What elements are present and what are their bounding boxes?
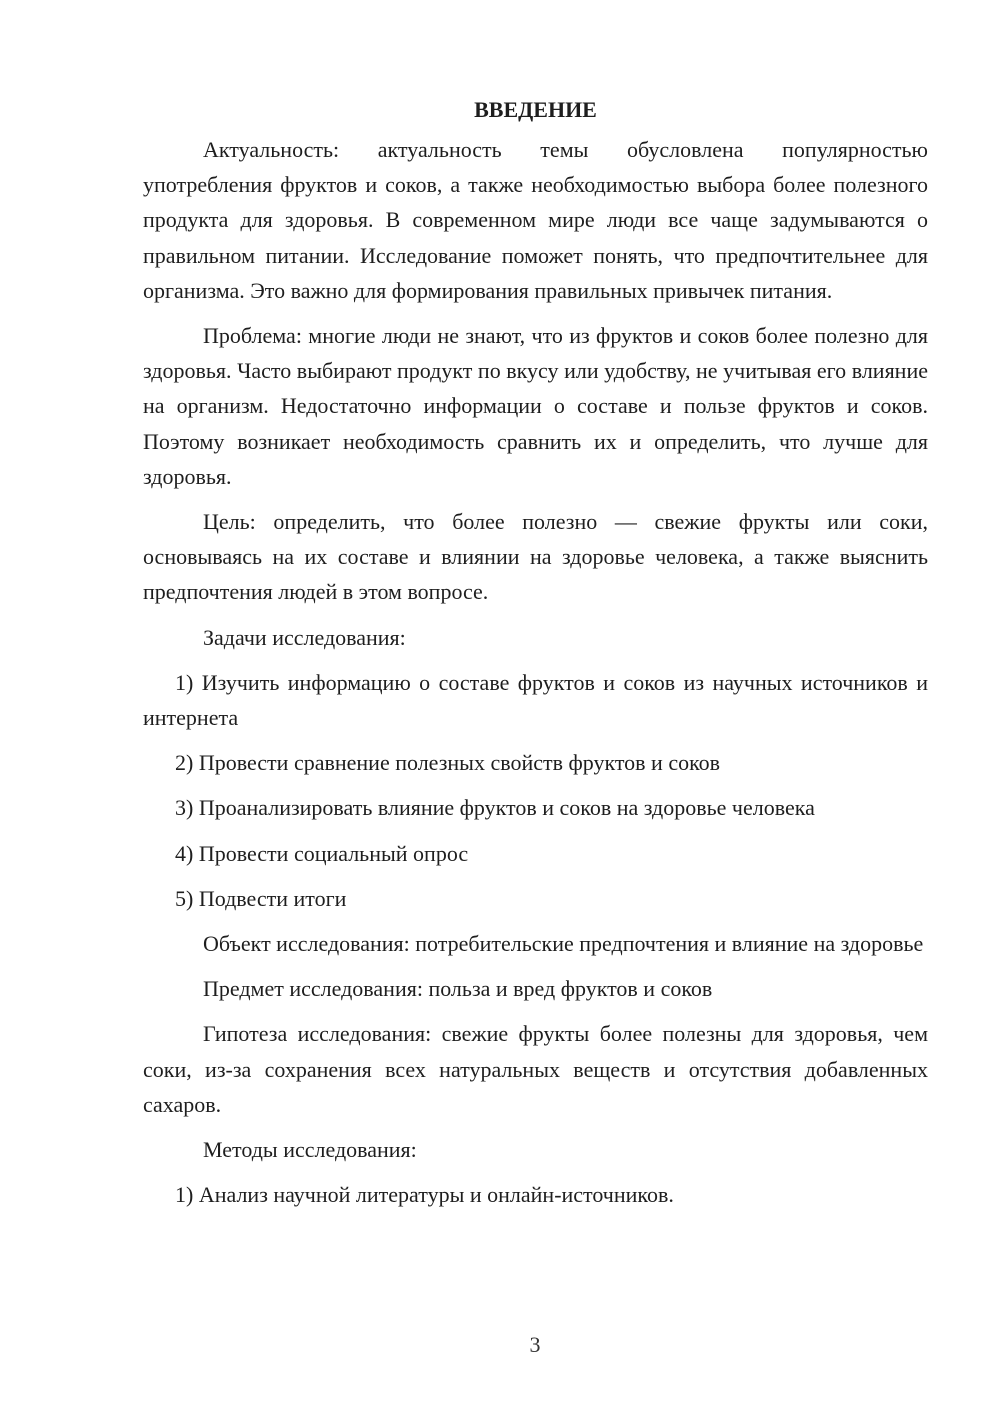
goal-paragraph: Цель: определить, что более полезно — свежие фрукты или соки, основываясь на их составе и влиянии на здоровье человека, а также выяснить предпочтения людей в этом вопросе. [143,509,928,605]
task-item-1: 1) Изучить информацию о составе фруктов и соков из научных источников и интернета [143,669,928,731]
subject-paragraph: Предмет исследования: польза и вред фруктов и соков [203,976,713,1002]
tasks-heading: Задачи исследования: [203,624,406,650]
task-item-3: 3) Проанализировать влияние фруктов и соков на здоровье человека [175,795,815,821]
methods-heading: Методы исследования: [203,1137,417,1163]
task-item-4: 4) Провести социальный опрос [175,840,469,866]
task-item-5: 5) Подвести итоги [175,885,347,911]
problem-paragraph: Проблема: многие люди не знают, что из фруктов и соков более полезно для здоровья. Часто выбирают продукт по вкусу или удобству, не учитывая его влияние на организм. Недостаточно информации о составе и пользе фруктов и соков. Поэтому возникает необходимость сравнить их и определить, что лучше для здоровья. [143,323,928,489]
relevance-paragraph: Актуальность: актуальность темы обусловлена популярностью употребления фруктов и соков, а также необходимостью выбора более полезного продукта для здоровья. В современном мире люди все чаще задумываются о правильном питании. Исследование поможет понять, что предпочтительнее для организма. Это важно для формирования правильных привычек питания. [143,137,928,303]
hypothesis-paragraph: Гипотеза исследования: свежие фрукты более полезны для здоровья, чем соки, из-за сохранения всех натуральных веществ и отсутствия добавленных сахаров. [143,1021,928,1117]
page-number: 3 [529,1332,541,1357]
document-page [143,92,928,1222]
method-item-1: 1) Анализ научной литературы и онлайн-источников. [175,1182,674,1208]
object-paragraph: Объект исследования: потребительские предпочтения и влияние на здоровье [203,931,924,957]
task-item-2: 2) Провести сравнение полезных свойств фруктов и соков [175,750,721,776]
section-heading: ВВЕДЕНИЕ [474,97,597,122]
